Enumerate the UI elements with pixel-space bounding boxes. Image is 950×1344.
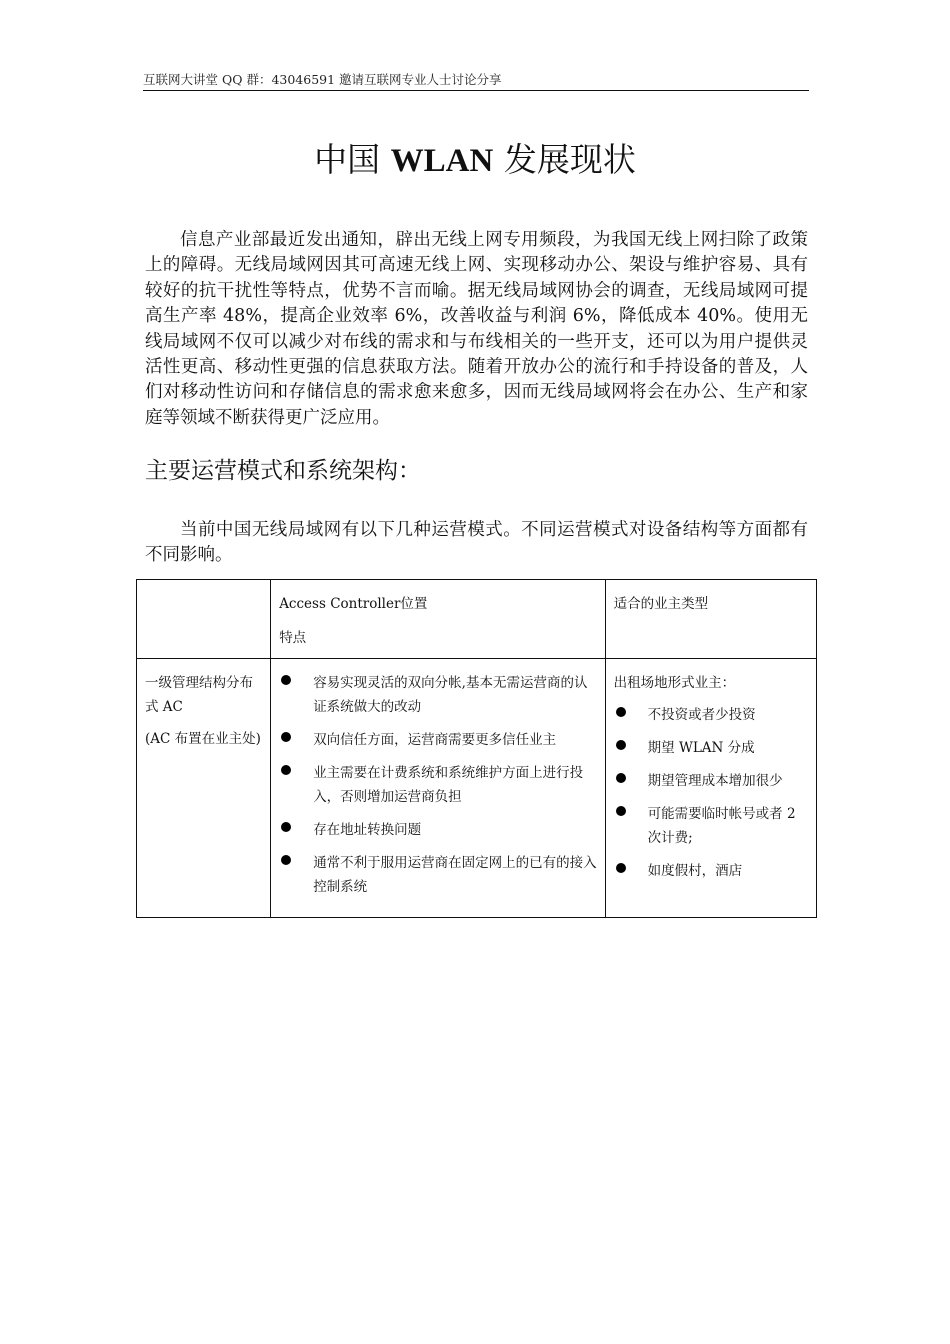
feature-text: 双向信任方面，运营商需要更多信任业主 bbox=[313, 732, 557, 748]
list-item bbox=[614, 859, 808, 883]
list-item bbox=[614, 769, 808, 793]
list-item bbox=[279, 818, 596, 842]
bullet-icon bbox=[616, 740, 626, 750]
page-header: 互联网大讲堂 QQ 群：43046591 邀请互联网专业人士讨论分享 bbox=[143, 70, 809, 91]
list-item bbox=[614, 703, 808, 727]
feature-text: 存在地址转换问题 bbox=[313, 822, 422, 838]
list-item bbox=[614, 802, 808, 850]
mode-note: (AC 布置在业主处) bbox=[145, 731, 261, 747]
features-list bbox=[279, 671, 596, 899]
section-intro-paragraph: 当前中国无线局域网有以下几种运营模式。不同运营模式对设备结构等方面都有不同影响。 bbox=[145, 520, 808, 566]
owner-type-cell bbox=[605, 659, 816, 918]
owner-type-list bbox=[614, 703, 808, 883]
bullet-icon bbox=[616, 707, 626, 717]
list-item bbox=[614, 736, 808, 760]
mode-name: 一级管理结构分布式 AC bbox=[145, 675, 253, 715]
owner-text: 如度假村，酒店 bbox=[647, 863, 743, 879]
feature-text: 业主需要在计费系统和系统维护方面上进行投入，否则增加运营商负担 bbox=[313, 765, 584, 805]
table-header-row bbox=[137, 580, 817, 659]
bullet-icon bbox=[616, 863, 626, 873]
bullet-icon bbox=[616, 773, 626, 783]
list-item bbox=[279, 851, 596, 899]
list-item bbox=[279, 728, 596, 752]
bullet-icon bbox=[616, 806, 626, 816]
header-features-label: 特点 bbox=[279, 630, 307, 646]
header-cell-owner-type: 适合的业主类型 bbox=[605, 580, 816, 659]
operation-modes-table bbox=[136, 579, 817, 918]
title-suffix: 发展现状 bbox=[493, 140, 636, 179]
list-item bbox=[279, 761, 596, 809]
bullet-icon bbox=[281, 822, 291, 832]
header-ac-location-label: Access Controller位置 bbox=[279, 596, 428, 612]
document-title bbox=[0, 134, 950, 181]
section-heading: 主要运营模式和系统架构： bbox=[145, 458, 421, 484]
bullet-icon bbox=[281, 855, 291, 865]
table-row bbox=[137, 659, 817, 918]
title-wlan: WLAN bbox=[390, 143, 494, 179]
owner-type-lead: 出租场地形式业主： bbox=[613, 675, 736, 691]
header-cell-empty bbox=[137, 580, 271, 659]
owner-text: 可能需要临时帐号或者 2 次计费; bbox=[647, 806, 796, 846]
owner-text: 期望管理成本增加很少 bbox=[647, 773, 783, 789]
mode-name-cell bbox=[137, 659, 271, 918]
header-cell-ac-location bbox=[271, 580, 605, 659]
features-cell bbox=[271, 659, 605, 918]
bullet-icon bbox=[281, 765, 291, 775]
list-item bbox=[279, 671, 596, 719]
bullet-icon bbox=[281, 732, 291, 742]
owner-text: 不投资或者少投资 bbox=[647, 707, 756, 723]
feature-text: 容易实现灵活的双向分帐,基本无需运营商的认证系统做大的改动 bbox=[313, 675, 588, 715]
title-prefix: 中国 bbox=[314, 140, 391, 179]
bullet-icon bbox=[281, 675, 291, 685]
owner-text: 期望 WLAN 分成 bbox=[647, 740, 755, 756]
intro-paragraph: 信息产业部最近发出通知，辟出无线上网专用频段，为我国无线上网扫除了政策上的障碍。无线局域网因其可高速无线上网、实现移动办公、架设与维护容易、具有较好的抗干扰性等特点，优势不言而喻。据无线局域网协会的调查，无线局域网可提高生产率 48%，提高企业效率 6%，改善收益与利润 6%，降低成本 40%。使用无线局域网不仅可以减少对布线的需求和与布线相关的一些开支，还可以为用户提供灵活性更高、移动性更强的信息获取方法。随着开放办公的流行和手持设备的普及，人们对移动性访问和存储信息的需求愈来愈多，因而无线局域网将会在办公、生产和家庭等领域不断获得更广泛应用。 bbox=[145, 230, 808, 428]
feature-text: 通常不利于服用运营商在固定网上的已有的接入控制系统 bbox=[313, 855, 597, 895]
